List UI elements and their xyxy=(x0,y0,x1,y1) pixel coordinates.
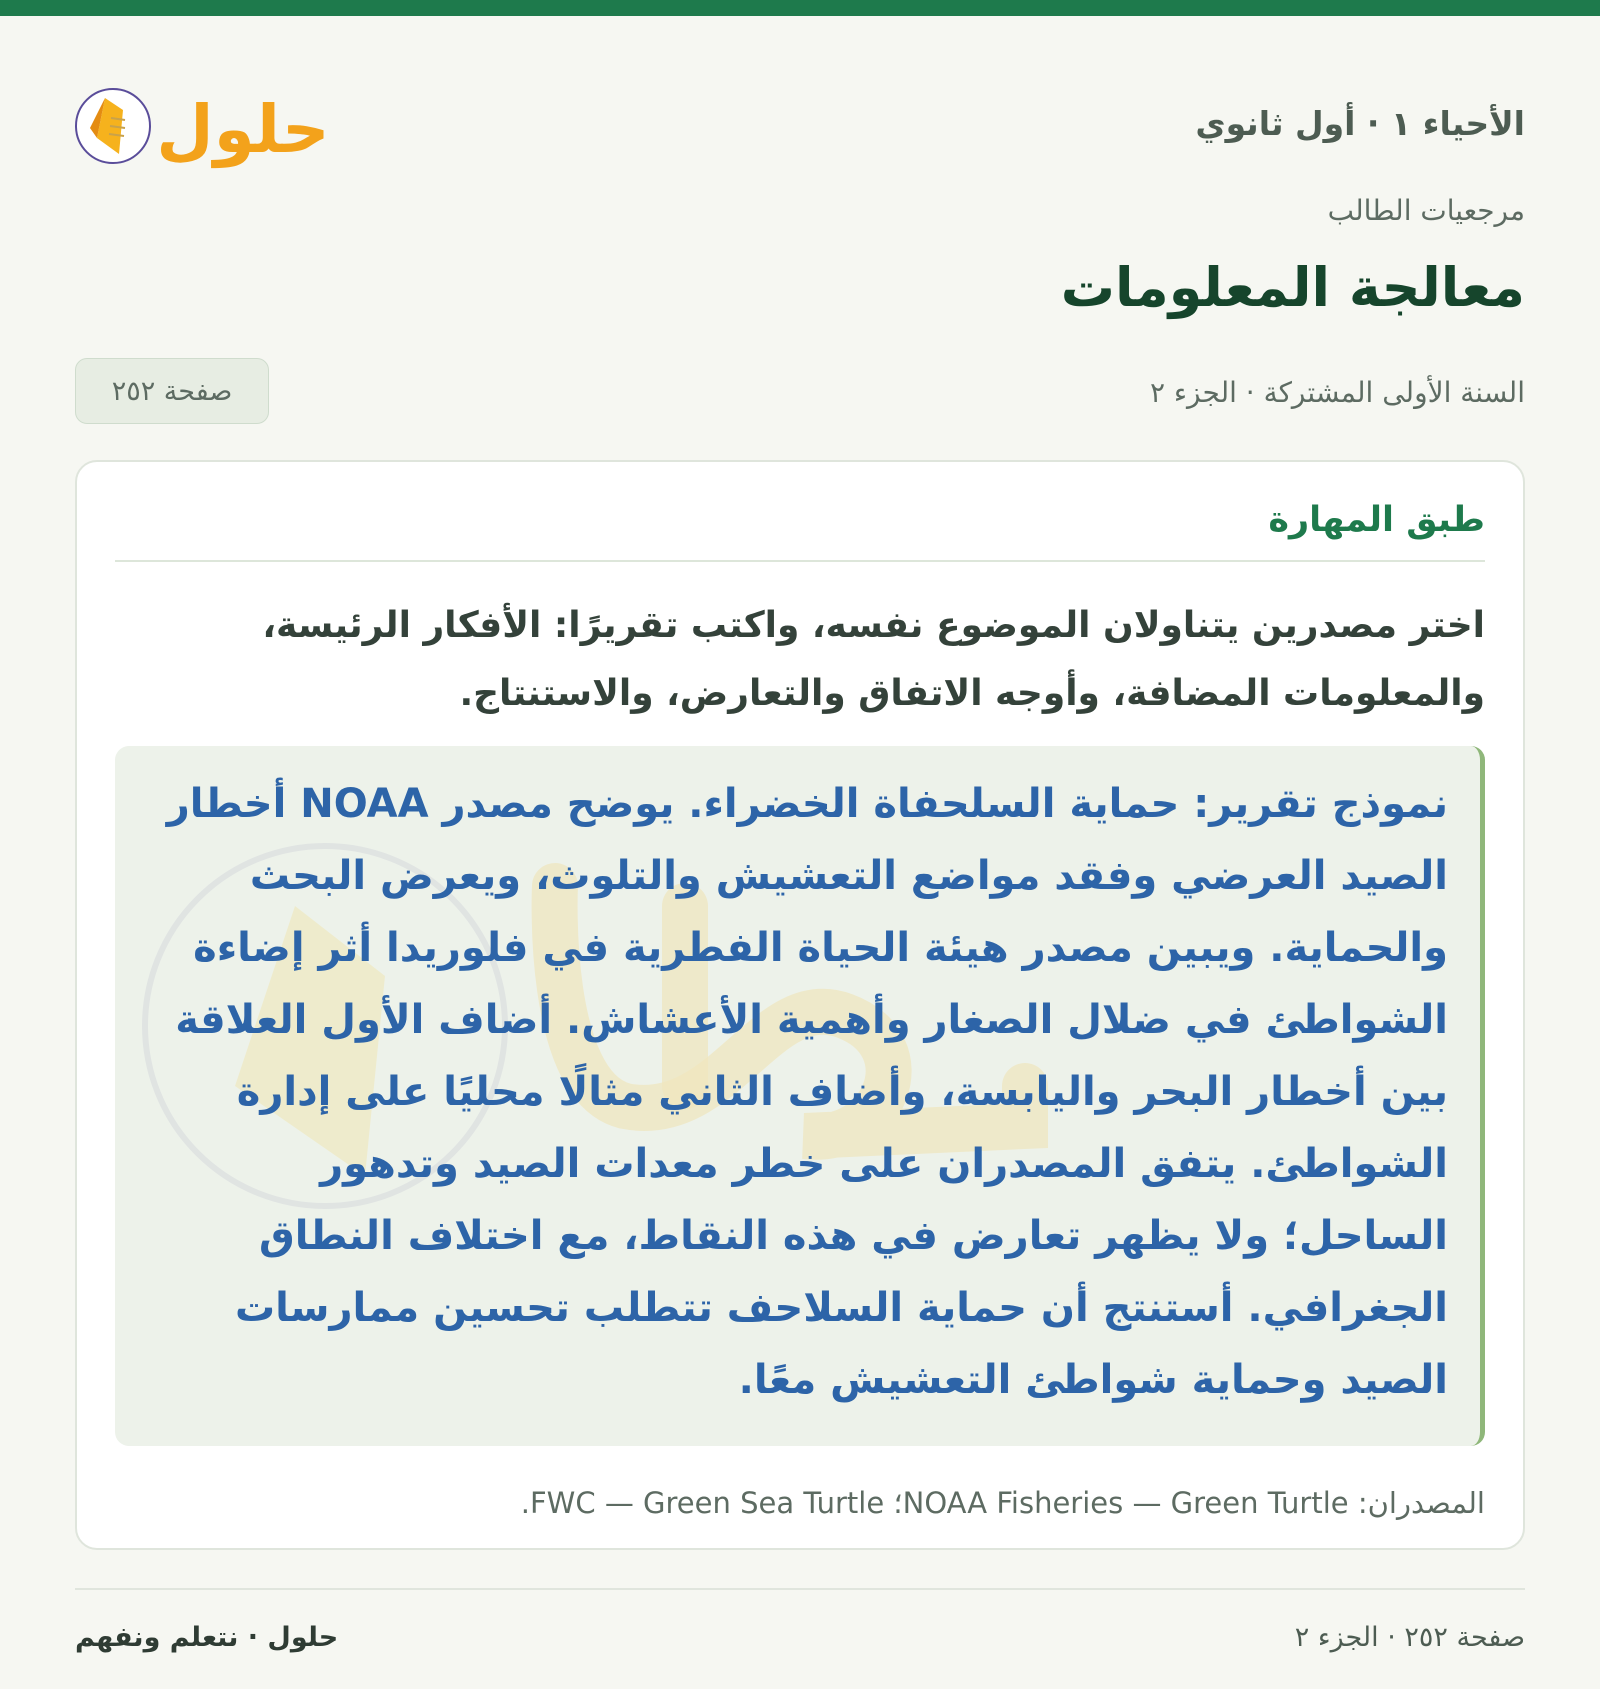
top-accent-bar xyxy=(0,0,1600,16)
hulul-logo[interactable] xyxy=(75,66,335,176)
task-prompt: اختر مصدرين يتناولان الموضوع نفسه، واكتب تقريرًا: الأفكار الرئيسة، والمعلومات المضافة، وأوجه الاتفاق والتعارض، والاستنتاج. xyxy=(262,605,1485,714)
page-badge: صفحة ٢٥٢ xyxy=(75,358,269,424)
footer-divider xyxy=(75,1588,1525,1590)
logo-text: حلول xyxy=(156,91,330,168)
page xyxy=(0,16,1600,1689)
grade-label: الأحياء ١ · أول ثانوي xyxy=(1195,104,1525,143)
card-title: طبق المهارة xyxy=(1268,500,1485,540)
skill-card xyxy=(75,460,1525,1550)
book-meta: السنة الأولى المشتركة · الجزء ٢ xyxy=(1149,376,1525,409)
sources-line: المصدران: NOAA Fisheries — Green Turtle؛ FWC — Green Sea Turtle. xyxy=(520,1486,1485,1520)
footer-page-info: صفحة ٢٥٢ · الجزء ٢ xyxy=(1294,1622,1525,1653)
card-divider xyxy=(115,560,1485,562)
sample-report-text: نموذج تقرير: حماية السلحفاة الخضراء. يوضح مصدر NOAA أخطار الصيد العرضي وفقد مواضع التعشيش والتلوث، ويعرض البحث والحماية. ويبين مصدر هيئة الحياة الفطرية في فلوريدا أثر إضاءة الشواطئ في ضلال الصغار وأهمية الأعشاش. أضاف الأول العلاقة بين أخطار البحر واليابسة، وأضاف الثاني مثالًا محليًا على إدارة الشواطئ. يتفق المصدران على خطر معدات الصيد وتدهور الساحل؛ ولا يظهر تعارض في هذه النقاط، مع اختلاف النطاق الجغرافي. أستنتج أن حماية السلاحف تتطلب تحسين ممارسات الصيد وحماية شواطئ التعشيش معًا. xyxy=(166,781,1448,1403)
footer-brand: حلول · نتعلم ونفهم xyxy=(75,1622,339,1653)
subject-kicker: مرجعيات الطالب xyxy=(1327,194,1525,227)
answer-box xyxy=(115,746,1485,1446)
page-title: معالجة المعلومات xyxy=(1060,256,1525,319)
header xyxy=(75,66,1525,176)
